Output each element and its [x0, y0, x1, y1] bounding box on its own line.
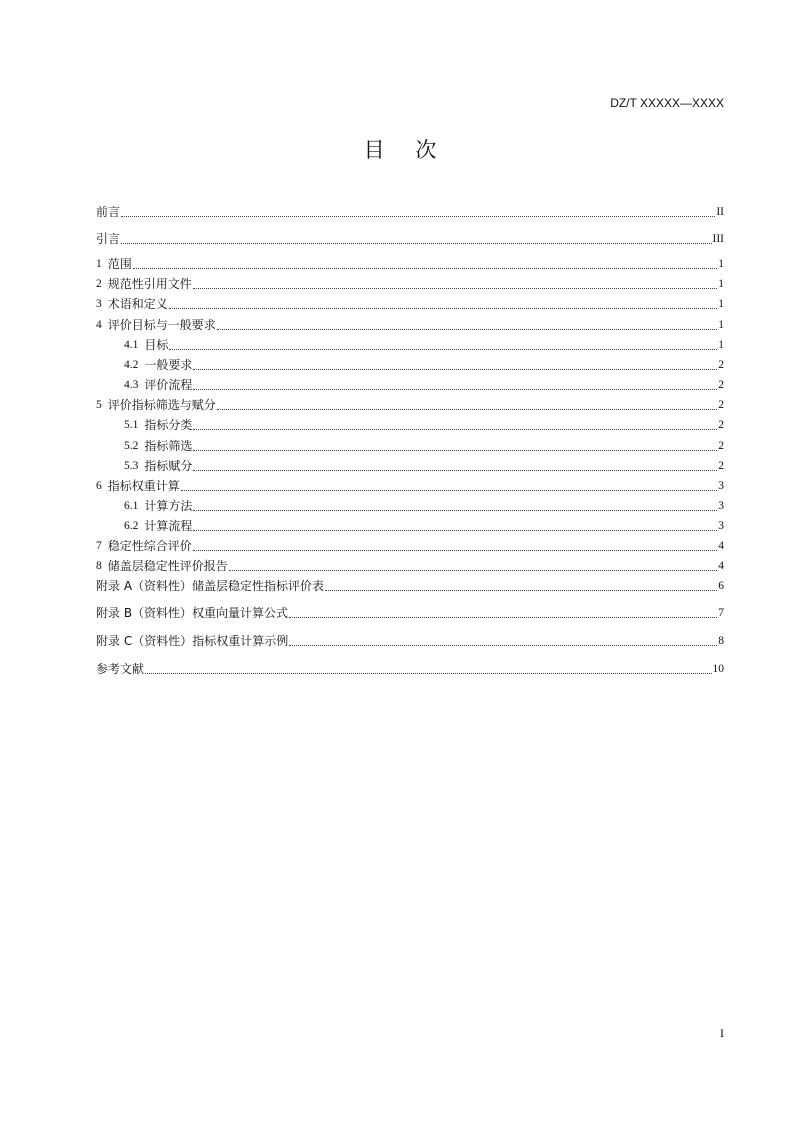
dot-leader	[193, 288, 717, 289]
toc-entry-number: 5	[96, 399, 102, 411]
toc-entry-number: 4.2	[124, 359, 139, 371]
toc-entry[interactable]	[96, 276, 724, 292]
dot-leader	[193, 429, 717, 430]
toc-entry-label: 计算方法	[144, 499, 193, 513]
toc-entry[interactable]	[96, 296, 724, 312]
dot-leader	[217, 329, 717, 330]
toc-entry-page: III	[712, 233, 724, 245]
toc-entry-label: 术语和定义	[107, 297, 168, 311]
toc-entry-page: 3	[718, 500, 724, 512]
dot-leader	[121, 216, 715, 217]
document-code: DZ/T XXXXX—XXXX	[610, 96, 724, 110]
toc-entry[interactable]	[96, 231, 724, 247]
toc-entry-page: II	[716, 206, 724, 218]
toc-entry[interactable]	[96, 397, 724, 413]
toc-entry-page: 1	[718, 298, 724, 310]
toc-entry-label: 评价指标筛选与赋分	[107, 398, 216, 412]
toc-entry-number: 5.3	[124, 460, 139, 472]
toc-entry[interactable]	[96, 538, 724, 554]
toc-entry-number: 2	[96, 278, 102, 290]
toc-entry-page: 1	[718, 258, 724, 270]
toc-entry[interactable]	[96, 438, 724, 454]
dot-leader	[181, 490, 717, 491]
toc-entry-page: 2	[718, 399, 724, 411]
toc-entry[interactable]	[96, 661, 724, 677]
toc-entry-number: 4.3	[124, 379, 139, 391]
dot-leader	[229, 570, 717, 571]
toc-entry[interactable]	[96, 417, 724, 433]
dot-leader	[133, 268, 717, 269]
toc-entry-label: 储盖层稳定性评价报告	[107, 559, 228, 573]
toc-entry[interactable]	[96, 458, 724, 474]
dot-leader	[121, 243, 711, 244]
toc-entry-label: 指标赋分	[144, 459, 193, 473]
toc-entry-number: 6.1	[124, 500, 139, 512]
toc-entry-label: 指标权重计算	[107, 479, 180, 493]
toc-entry-page: 10	[712, 663, 724, 675]
toc-entry[interactable]	[96, 337, 724, 353]
toc-entry-label: 指标分类	[144, 418, 193, 432]
toc-entry-label: 附录 C（资料性）指标权重计算示例	[96, 634, 289, 648]
dot-leader	[325, 590, 717, 591]
toc-entry-page: 4	[718, 560, 724, 572]
toc-entry-page: 3	[718, 520, 724, 532]
dot-leader	[169, 349, 717, 350]
toc-entry-label: 附录 A（资料性）储盖层稳定性指标评价表	[96, 579, 325, 593]
toc-entry-number: 5.2	[124, 440, 139, 452]
toc-entry-label: 范围	[107, 257, 132, 271]
dot-leader	[217, 409, 717, 410]
toc-entry-label: 一般要求	[144, 358, 193, 372]
toc-entry-label: 前言	[96, 205, 121, 219]
toc-entry-label: 指标筛选	[144, 439, 193, 453]
toc-entry-page: 1	[718, 339, 724, 351]
dot-leader	[193, 550, 717, 551]
toc-entry-page: 2	[718, 419, 724, 431]
toc-entry-label: 计算流程	[144, 519, 193, 533]
toc-entry-number: 7	[96, 540, 102, 552]
toc-entry-page: 2	[718, 379, 724, 391]
toc-entry-label: 引言	[96, 232, 121, 246]
dot-leader	[193, 450, 717, 451]
dot-leader	[289, 617, 717, 618]
toc-entry[interactable]	[96, 633, 724, 649]
toc-entry-page: 1	[718, 319, 724, 331]
toc-entry-label: 参考文献	[96, 662, 145, 676]
toc-entry-page: 7	[718, 607, 724, 619]
toc-entry[interactable]	[96, 518, 724, 534]
dot-leader	[193, 389, 717, 390]
page-title: 目 次	[363, 138, 449, 162]
toc-entry-number: 4	[96, 319, 102, 331]
toc-entry-number: 6.2	[124, 520, 139, 532]
toc-entry[interactable]	[96, 578, 724, 594]
toc-entry-label: 规范性引用文件	[107, 277, 192, 291]
toc-entry[interactable]	[96, 498, 724, 514]
toc-entry-label: 稳定性综合评价	[107, 539, 192, 553]
toc-entry[interactable]	[96, 558, 724, 574]
toc-entry-page: 1	[718, 278, 724, 290]
dot-leader	[193, 470, 717, 471]
toc-entry-page: 2	[718, 359, 724, 371]
toc-entry[interactable]	[96, 377, 724, 393]
toc-entry-page: 3	[718, 480, 724, 492]
toc-entry-page: 8	[718, 635, 724, 647]
toc-entry-number: 4.1	[124, 339, 139, 351]
dot-leader	[145, 673, 711, 674]
toc-entry[interactable]	[96, 357, 724, 373]
dot-leader	[193, 530, 717, 531]
toc-entry-label: 评价目标与一般要求	[107, 318, 216, 332]
toc-entry-page: 6	[718, 580, 724, 592]
toc-entry-page: 2	[718, 460, 724, 472]
toc-entry[interactable]	[96, 317, 724, 333]
dot-leader	[193, 510, 717, 511]
page-number: I	[720, 1026, 724, 1040]
toc-entry[interactable]	[96, 256, 724, 272]
toc-entry[interactable]	[96, 204, 724, 220]
toc-entry-label: 附录 B（资料性）权重向量计算公式	[96, 606, 289, 620]
toc-entry-page: 2	[718, 440, 724, 452]
toc-entry-number: 8	[96, 560, 102, 572]
toc-entry[interactable]	[96, 478, 724, 494]
toc-entry-number: 3	[96, 298, 102, 310]
toc-entry[interactable]	[96, 605, 724, 621]
dot-leader	[289, 645, 717, 646]
toc-entry-number: 1	[96, 258, 102, 270]
toc-entry-label: 评价流程	[144, 378, 193, 392]
toc-entry-page: 4	[718, 540, 724, 552]
toc-entry-number: 6	[96, 480, 102, 492]
dot-leader	[169, 308, 717, 309]
dot-leader	[193, 369, 717, 370]
toc-entry-label: 目标	[144, 338, 169, 352]
toc-entry-number: 5.1	[124, 419, 139, 431]
